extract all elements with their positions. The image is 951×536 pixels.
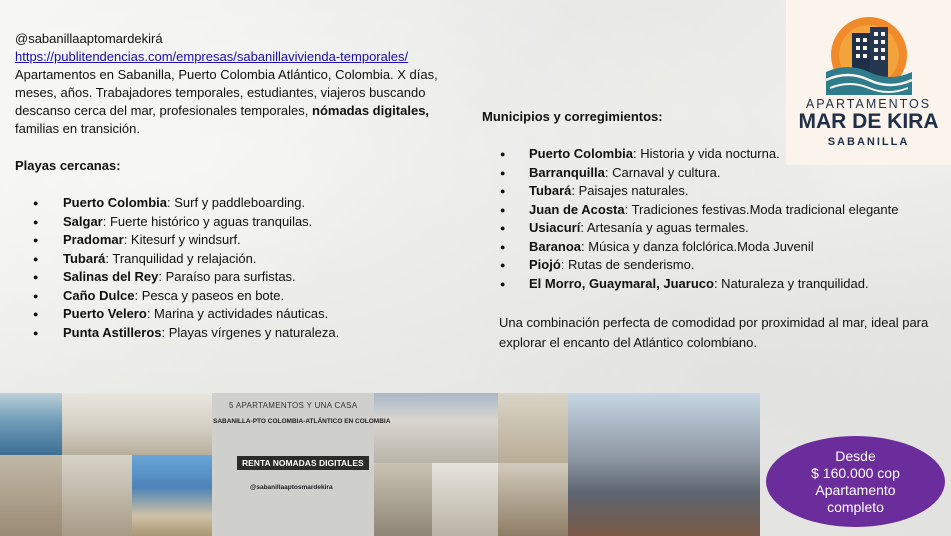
list-item (15, 305, 455, 324)
list-item (482, 275, 937, 294)
municipality-desc: : Artesanía y aguas termales. (580, 220, 749, 235)
list-item (15, 287, 455, 306)
promo-handle: @sabanillaaptosmardekira (250, 484, 333, 491)
municipality-name: Tubará (529, 183, 572, 198)
photo-house-exterior (374, 393, 498, 463)
description (15, 66, 455, 138)
municipality-name: Piojó (529, 257, 561, 272)
municipality-desc: : Historia y vida nocturna. (633, 146, 780, 161)
beach-desc: : Paraíso para surfistas. (158, 269, 296, 284)
beaches-heading: Playas cercanas: (15, 158, 121, 173)
description-text: Apartamentos en Sabanilla, Puerto Colombia Atlántico, Colombia. X días, meses, años. Trabajadores temporales, estudiantes, viajeros buscando descanso cerca del mar, profesionales temporales, (15, 67, 438, 118)
logo-line-1: APARTAMENTOS (805, 97, 932, 111)
municipality-name: El Morro, Guaymaral, Juaruco (529, 275, 714, 291)
beach-desc: : Fuerte histórico y aguas tranquilas. (102, 213, 313, 229)
beaches-list (15, 194, 455, 342)
social-handle: @sabanillaaptomardekirá (15, 31, 163, 46)
logo-line-3: SABANILLA (827, 136, 910, 148)
beach-name: Tubará (63, 250, 106, 266)
description-end: familias en transición. (15, 121, 140, 136)
list-item (15, 231, 455, 250)
list-item (482, 201, 937, 220)
price-line-1: Desde (835, 447, 876, 464)
municipality-desc: : Rutas de senderismo. (560, 257, 695, 272)
municipality-desc: : Tradiciones festivas.Moda tradicional elegante (624, 201, 899, 217)
list-item (15, 324, 455, 343)
list-item (15, 268, 455, 287)
beach-desc: : Pesca y paseos en bote. (134, 287, 285, 303)
beach-desc: : Playas vírgenes y naturaleza. (161, 324, 340, 340)
beach-desc: : Kitesurf y windsurf. (123, 232, 241, 247)
list-item (15, 250, 455, 269)
beach-name: Pradomar (63, 232, 124, 247)
intro-section (15, 30, 455, 342)
list-item (482, 238, 937, 257)
beach-desc: : Tranquilidad y relajación. (105, 250, 257, 266)
municipality-desc: : Carnaval y cultura. (604, 164, 721, 180)
list-item (482, 256, 937, 275)
photo-kitchen (498, 393, 568, 463)
promo-pill: RENTA NOMADAS DIGITALES (237, 456, 369, 470)
beach-name: Caño Dulce (63, 287, 135, 303)
list-item (482, 219, 937, 238)
building-sunset-sea-icon (786, 0, 951, 95)
municipality-desc: : Paisajes naturales. (571, 183, 689, 198)
beach-name: Salinas del Rey (63, 269, 159, 284)
list-item (15, 213, 455, 232)
list-item (482, 182, 937, 201)
photo-beach (132, 455, 212, 536)
price-line-3: Apartamento (815, 481, 896, 498)
promo-title: 5 APARTAMENTOS Y UNA CASA (229, 401, 358, 410)
beach-desc: : Surf y paddleboarding. (167, 195, 306, 210)
photo-hallway (374, 463, 432, 536)
brand-logo (786, 0, 951, 165)
price-badge (766, 436, 945, 527)
list-item (15, 194, 455, 213)
photo-building (568, 393, 760, 536)
beach-name: Punta Astilleros (63, 324, 162, 340)
photo-pool (0, 393, 62, 455)
list-item (482, 164, 937, 183)
municipalities-heading: Municipios y corregimientos: (482, 109, 663, 124)
beach-name: Puerto Velero (63, 306, 147, 321)
municipality-name: Usiacurí (529, 220, 581, 235)
municipality-name: Puerto Colombia (529, 146, 634, 161)
photo-bathroom (432, 463, 498, 536)
photo-bedroom (62, 393, 212, 455)
closing-paragraph: Una combinación perfecta de comodidad por proximidad al mar, ideal para explorar el encanto del Atlántico colombiano. (499, 315, 929, 350)
beach-name: Salgar (63, 213, 103, 229)
photo-collage (0, 393, 760, 536)
municipality-name: Juan de Acosta (529, 201, 625, 217)
municipalities-list (482, 145, 937, 293)
municipality-desc: : Naturaleza y tranquilidad. (713, 275, 869, 291)
promo-subtitle: SABANILLA-PTO COLOMBIA-ATLÁNTICO EN COLOMBIA (213, 418, 391, 425)
logo-line-2: MAR DE KIRA (798, 110, 939, 133)
description-bold: nómadas digitales, (312, 103, 430, 118)
municipality-name: Barranquilla (529, 164, 605, 180)
beach-name: Puerto Colombia (63, 195, 168, 210)
municipality-name: Baranoa (529, 238, 582, 254)
price-line-4: completo (827, 498, 884, 515)
photo-room (62, 455, 132, 536)
price-line-2: $ 160.000 cop (811, 464, 900, 481)
website-link[interactable]: https://publitendencias.com/empresas/sabanillavivienda-temporales/ (15, 49, 409, 64)
photo-doorway (498, 463, 568, 536)
photo-dining (0, 455, 62, 536)
municipality-desc: : Música y danza folclórica.Moda Juvenil (581, 238, 814, 254)
beach-desc: : Marina y actividades náuticas. (146, 306, 329, 321)
